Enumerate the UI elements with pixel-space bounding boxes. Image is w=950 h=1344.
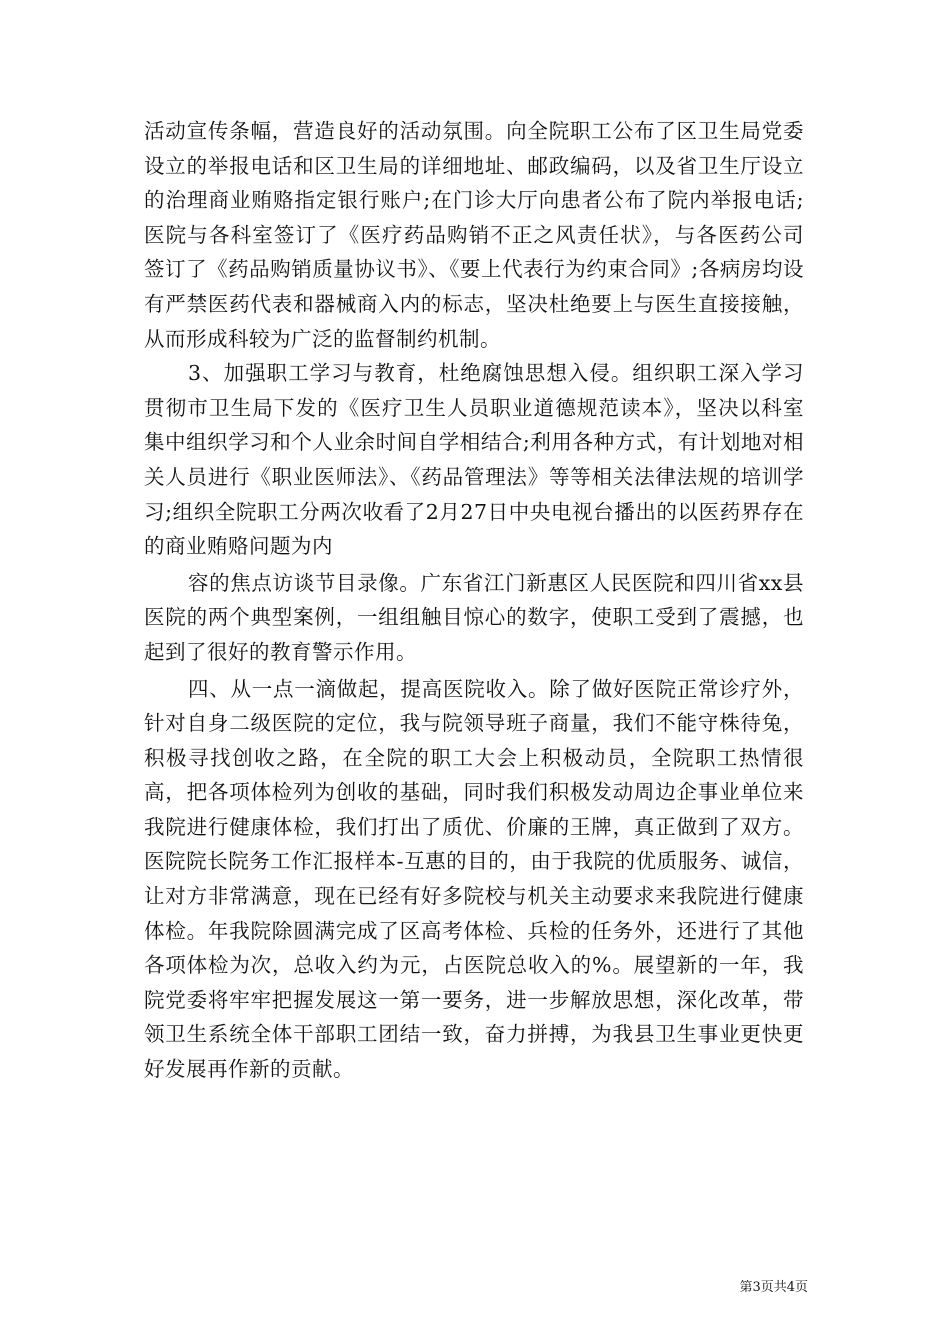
paragraph-2: 3、加强职工学习与教育，杜绝腐蚀思想入侵。组织职工深入学习贯彻市卫生局下发的《医疗卫生人员职业道德规范读本》，坚决以科室集中组织学习和个人业余时间自学相结合;利用各种方式，有计划地对相关人员进行《职业医师法》、《药品管理法》等等相关法律法规的培训学习;组织全院职工分两次收看了2月27日中央电视台播出的以医药界存在的商业贿赂问题为内 <box>144 361 804 559</box>
document-body <box>144 114 804 1087</box>
page-number: 第3页共4页 <box>739 1280 808 1295</box>
paragraph-1: 活动宣传条幅，营造良好的活动氛围。向全院职工公布了区卫生局党委设立的举报电话和区卫生局的详细地址、邮政编码，以及省卫生厅设立的治理商业贿赂指定银行账户;在门诊大厅向患者公布了院内举报电话;医院与各科室签订了《医疗药品购销不正之风责任状》，与各医药公司签订了《药品购销质量协议书》、《要上代表行为约束合同》;各病房均设有严禁医药代表和器械商入内的标志，坚决杜绝要上与医生直接接触，从而形成科较为广泛的监督制约机制。 <box>144 119 804 351</box>
paragraph-4: 四、从一点一滴做起，提高医院收入。除了做好医院正常诊疗外，针对自身二级医院的定位，我与院领导班子商量，我们不能守株待兔，积极寻找创收之路，在全院的职工大会上积极动员，全院职工热情很高，把各项体检列为创收的基础，同时我们积极发动周边企事业单位来我院进行健康体检，我们打出了质优、价廉的王牌，真正做到了双方。医院院长院务工作汇报样本-互惠的目的，由于我院的优质服务、诚信，让对方非常满意，现在已经有好多院校与机关主动要求来我院进行健康体检。年我院除圆满完成了区高考体检、兵检的任务外，还进行了其他各项体检为次，总收入约为元，占医院总收入的%。展望新的一年，我院党委将牢牢把握发展这一第一要务，进一步解放思想，深化改革，带领卫生系统全体干部职工团结一致，奋力拼搏，为我县卫生事业更快更好发展再作新的贡献。 <box>144 676 804 1082</box>
page-footer <box>0 1279 950 1297</box>
paragraph-3: 容的焦点访谈节目录像。广东省江门新惠区人民医院和四川省xx县医院的两个典型案例，一组组触目惊心的数字，使职工受到了震撼，也起到了很好的教育警示作用。 <box>144 570 804 664</box>
